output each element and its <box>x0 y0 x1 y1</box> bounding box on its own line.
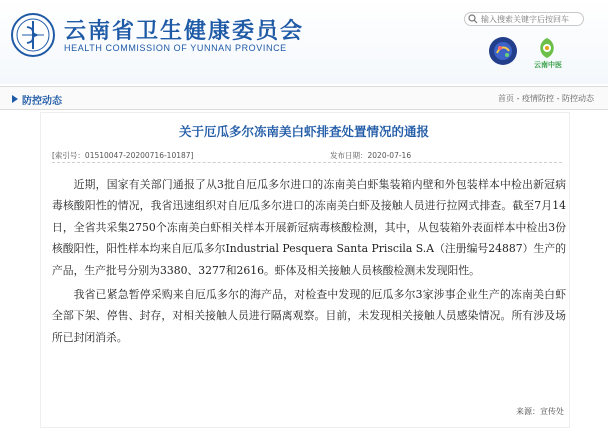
breadcrumb-epidemic-control[interactable]: 疫情防控 <box>522 94 555 103</box>
site-subtitle: HEALTH COMMISSION OF YUNNAN PROVINCE <box>64 43 287 53</box>
tcm-logo-label: 云南中医 <box>534 61 562 69</box>
article-paragraph: 近期，国家有关部门通报了从3批自厄瓜多尔进口的冻南美白虾集装箱内壁和外包装样本中检出新冠病毒核酸阳性的情况，我省迅速组织对自厄瓜多尔进口的冻南美白虾及接触人员进行拉网式排查。截至7月14日，全省共采集2750个冻南美白虾相关样本开展新冠病毒核酸检测，其中，从包装箱外表面样本中检出3份核酸阳性，阳性样本均来自厄瓜多尔Industrial Pesquera Santa Priscila S.A（注册编号24887）生产的产品，生产批号分别为3380、3277和2616。虾体及相关接触人员核酸检测未发现阳性。 <box>52 178 566 277</box>
publish-date: 发布日期：2020-07-16 <box>330 151 412 160</box>
article-body <box>52 174 566 351</box>
section-arrow-icon <box>12 95 18 103</box>
section-nav-bar <box>0 86 608 110</box>
health-campaign-badge-icon[interactable] <box>488 36 518 66</box>
breadcrumb-separator: - <box>556 94 560 103</box>
site-header <box>0 0 608 84</box>
search-input[interactable] <box>464 12 584 26</box>
section-title[interactable]: 防控动态 <box>22 96 62 107</box>
breadcrumb-control-news[interactable]: 防控动态 <box>562 94 594 103</box>
search-icon[interactable] <box>468 14 478 24</box>
site-title[interactable]: 云南省卫生健康委员会 <box>64 18 305 44</box>
article-title: 关于厄瓜多尔冻南美白虾排查处置情况的通报 <box>178 124 429 139</box>
breadcrumb <box>498 93 594 104</box>
breadcrumb-separator: - <box>516 94 520 103</box>
article-paragraph: 我省已紧急暂停采购来自厄瓜多尔的海产品，对检查中发现的厄瓜多尔3家涉事企业生产的冻南美白虾全部下架、停售、封存，对相关接触人员进行隔离观察。目前，未发现相关接触人员感染情况。所有涉及场所已封闭消杀。 <box>52 288 566 344</box>
article-source: 来源：宣传处 <box>516 407 564 416</box>
article-meta <box>52 148 562 163</box>
index-number: [索引号：01510047-20200716-10187] <box>52 151 194 160</box>
breadcrumb-home[interactable]: 首页 <box>498 94 515 103</box>
health-commission-emblem-icon[interactable] <box>10 12 56 58</box>
